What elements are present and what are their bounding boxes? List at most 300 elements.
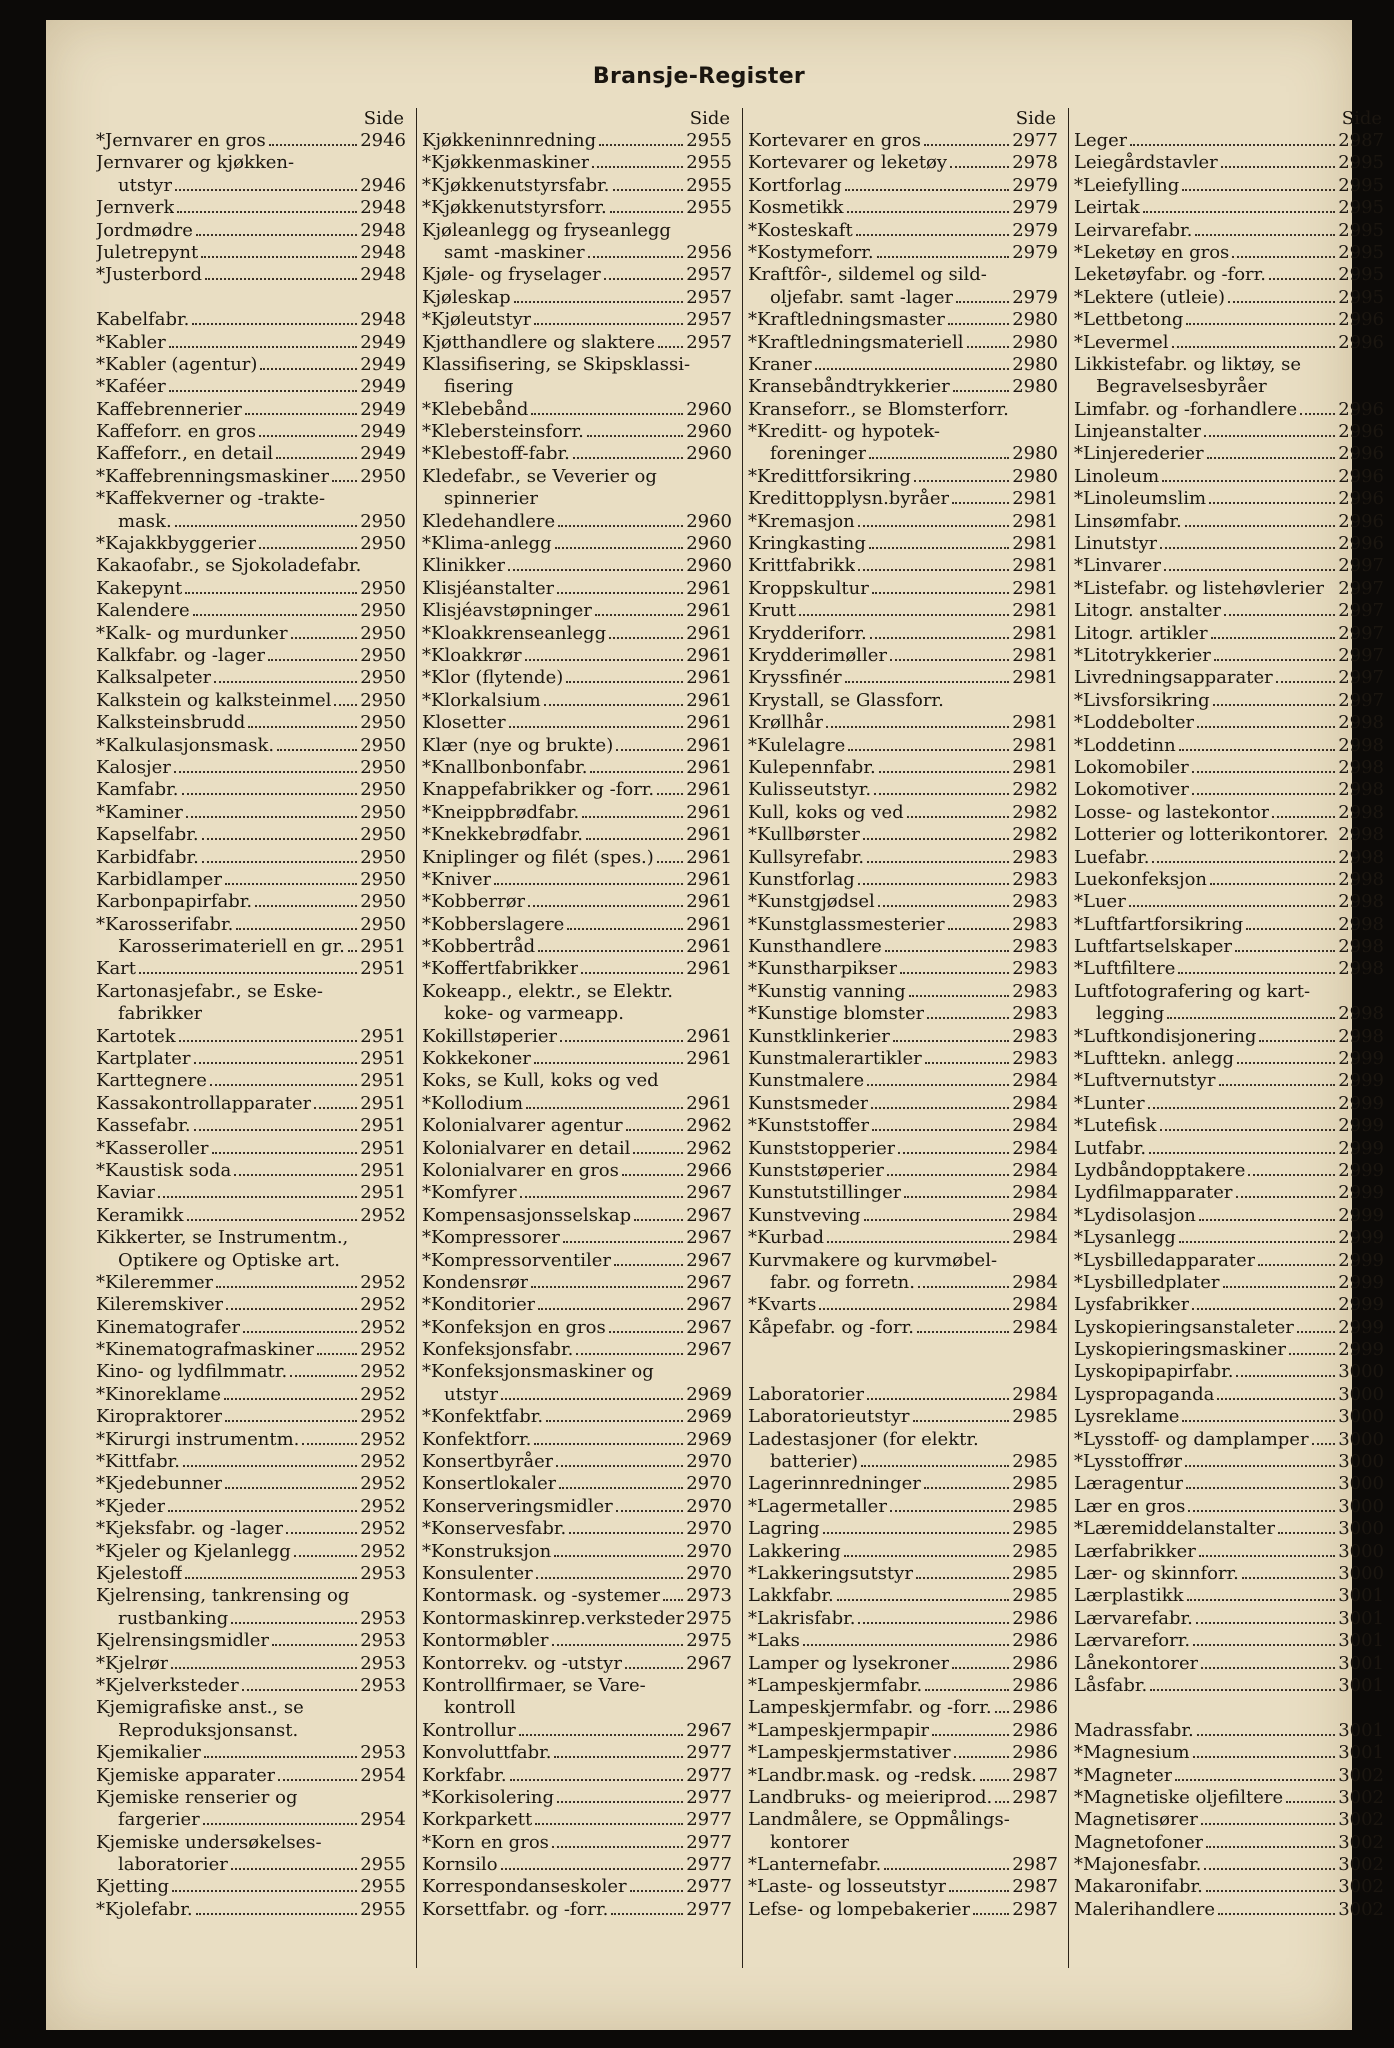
- entry-page-number: 2999: [1338, 1294, 1384, 1316]
- dot-leader: [870, 637, 1009, 639]
- entry-label: Krutt: [748, 600, 797, 622]
- entry-page-number: 2957: [686, 309, 732, 331]
- register-entry: [422, 1697, 732, 1719]
- dot-leader: [1192, 771, 1335, 773]
- register-column-3: [748, 108, 1058, 1921]
- register-entry: [748, 1070, 1058, 1092]
- entry-page-number: 2953: [360, 1674, 406, 1696]
- register-entry: [748, 1227, 1058, 1249]
- entry-label: *Kjeler og Kjelanlegg: [96, 1540, 291, 1562]
- entry-label: Leirvarefabr.: [1074, 219, 1193, 241]
- register-entry: [748, 1429, 1058, 1451]
- entry-page-number: 2970: [686, 1563, 732, 1584]
- dot-leader: [169, 346, 357, 348]
- entry-page-number: 2949: [360, 376, 406, 398]
- dot-leader: [554, 1555, 683, 1557]
- entry-page-number: 2977: [1012, 130, 1058, 151]
- register-entry: [1074, 1339, 1384, 1361]
- register-entry: [422, 1250, 732, 1272]
- register-entry: [748, 1765, 1058, 1787]
- dot-leader: [204, 1756, 357, 1758]
- entry-page-number: 2961: [686, 913, 732, 935]
- entry-label: *Leiefylling: [1074, 174, 1180, 196]
- entry-label: *Kaminer: [96, 801, 183, 823]
- entry-label: *Luftvernutstyr: [1074, 1070, 1216, 1092]
- entry-label: Lyspropaganda: [1074, 1383, 1215, 1405]
- entry-label: Lyskopipapirfabr.: [1074, 1361, 1234, 1383]
- register-entry: [422, 242, 732, 264]
- entry-page-number: 2998: [1338, 958, 1384, 980]
- entry-label: *Luer: [1074, 891, 1126, 913]
- register-entry: [748, 1250, 1058, 1272]
- entry-page-number: 2987: [1012, 1876, 1058, 1898]
- register-entry: [1074, 1697, 1384, 1719]
- register-entry: [96, 1048, 406, 1070]
- dot-leader: [879, 771, 1010, 773]
- entry-label: Lær en gros: [1074, 1495, 1186, 1517]
- entry-label: Kaffeforr. en gros: [96, 421, 256, 443]
- dot-leader: [913, 1420, 1010, 1422]
- register-entry: [96, 354, 406, 376]
- register-entry: [422, 645, 732, 667]
- dot-leader: [187, 1219, 358, 1221]
- register-entry: [96, 1697, 406, 1719]
- entry-page-number: 2980: [1012, 309, 1058, 331]
- register-entry: [422, 1720, 732, 1742]
- entry-page-number: 2961: [686, 712, 732, 734]
- register-entry: [422, 1899, 732, 1921]
- dot-leader: [1185, 525, 1335, 527]
- entry-label: Knappefabrikker og -forr.: [422, 779, 655, 801]
- entry-page-number: 2961: [686, 868, 732, 890]
- entry-label: *Lagermetaller: [748, 1495, 887, 1517]
- register-entry: [96, 712, 406, 734]
- entry-page-number: 2950: [360, 644, 406, 666]
- register-entry: [422, 981, 732, 1003]
- dot-leader: [248, 726, 357, 728]
- dot-leader: [552, 1644, 684, 1646]
- entry-label: Lutfabr.: [1074, 1137, 1147, 1159]
- dot-leader: [872, 592, 1009, 594]
- dot-leader: [1201, 1823, 1335, 1825]
- entry-label: Kledehandlere: [422, 510, 556, 532]
- entry-page-number: 2951: [360, 1137, 406, 1159]
- register-entry: [422, 332, 732, 354]
- entry-label: *Lakrisfabr.: [748, 1607, 856, 1629]
- entry-label: Kunstveving: [748, 1204, 861, 1226]
- entry-page-number: 2954: [360, 1764, 406, 1786]
- dot-leader: [1224, 614, 1335, 616]
- register-entry: [96, 1205, 406, 1227]
- entry-label: *Lampeskjermfabr.: [748, 1674, 923, 1696]
- register-entry: [96, 1876, 406, 1898]
- dot-leader: [1223, 1286, 1336, 1288]
- dot-leader: [186, 816, 357, 818]
- register-entry: [748, 1048, 1058, 1070]
- register-entry: [422, 1339, 732, 1361]
- register-entry: [422, 1317, 732, 1339]
- entry-label: *Kunstharpikser: [748, 958, 898, 980]
- entry-page-number: 2983: [1012, 936, 1058, 958]
- register-entry: [96, 1227, 406, 1249]
- register-entry: [1074, 824, 1384, 846]
- entry-label: Landbruks- og meieriprod.: [748, 1786, 993, 1808]
- register-entry: [422, 1765, 732, 1787]
- entry-label: Kredittopplysn.byråer: [748, 488, 950, 510]
- entry-page-number: 2950: [360, 600, 406, 622]
- entry-page-number: 2981: [1012, 667, 1058, 689]
- dot-leader: [900, 972, 1009, 974]
- register-entry: [1074, 242, 1384, 264]
- entry-label: Kontrollfirmaer, se Vare-: [422, 1674, 646, 1696]
- entry-page-number: 2998: [1338, 1003, 1384, 1025]
- entry-page-number: 2966: [686, 1159, 732, 1181]
- register-entry: [422, 1048, 732, 1070]
- register-entry: [748, 1630, 1058, 1652]
- dot-leader: [1276, 681, 1335, 683]
- entry-page-number: 2998: [1338, 734, 1384, 756]
- entry-label: Leketøyfabr. og -forr.: [1074, 264, 1267, 286]
- register-entry: [422, 197, 732, 219]
- entry-page-number: 3001: [1338, 1585, 1384, 1607]
- entry-label: Kart: [96, 958, 137, 980]
- register-entry: [1074, 488, 1384, 510]
- entry-label: *Komfyrer: [422, 1182, 517, 1204]
- dot-leader: [192, 323, 357, 325]
- dot-leader: [613, 189, 684, 191]
- dot-leader: [158, 1196, 357, 1198]
- entry-page-number: 2997: [1338, 667, 1384, 689]
- entry-label: Lydbåndopptakere: [1074, 1159, 1246, 1181]
- dot-leader: [225, 1487, 357, 1489]
- dot-leader: [1182, 189, 1335, 191]
- dot-leader: [887, 1174, 1009, 1176]
- register-entry: [1074, 1854, 1384, 1876]
- register-entry: [748, 869, 1058, 891]
- entry-label: Kransebåndtrykkerier: [748, 376, 950, 398]
- entry-label: spinnerier: [444, 488, 538, 510]
- register-entry: [748, 847, 1058, 869]
- entry-label: *Magnetiske oljefiltere: [1074, 1786, 1284, 1808]
- entry-label: Kalosjer: [96, 756, 171, 778]
- dot-leader: [625, 1667, 683, 1669]
- register-entry: [96, 1563, 406, 1585]
- entry-page-number: 2995: [1338, 264, 1384, 286]
- entry-label: Kapselfabr.: [96, 824, 199, 846]
- dot-leader: [1160, 1129, 1336, 1131]
- entry-label: Makaronifabr.: [1074, 1876, 1203, 1898]
- register-entry: [96, 936, 406, 958]
- register-entry: [96, 1899, 406, 1921]
- entry-label: Landmålere, se Oppmålings-: [748, 1809, 1010, 1831]
- register-entry: [422, 690, 732, 712]
- dot-leader: [595, 614, 683, 616]
- dot-leader: [1258, 1264, 1335, 1266]
- register-entry: [422, 1630, 732, 1652]
- dot-leader: [904, 1196, 1009, 1198]
- entry-label: *Kjøkkenutstyrsfabr.: [422, 174, 610, 196]
- register-entry: [96, 1451, 406, 1473]
- dot-leader: [531, 1286, 683, 1288]
- dot-leader: [877, 256, 1010, 258]
- entry-page-number: 2977: [686, 1742, 732, 1764]
- entry-page-number: 2996: [1338, 331, 1384, 353]
- register-entry: [422, 1742, 732, 1764]
- entry-label: *Kollodium: [422, 1092, 524, 1114]
- dot-leader: [587, 435, 683, 437]
- dot-leader: [519, 1734, 683, 1736]
- entry-label: Linsømfabr.: [1074, 510, 1182, 532]
- dot-leader: [535, 1823, 683, 1825]
- register-entry: [748, 421, 1058, 443]
- entry-label: Leiegårdstavler: [1074, 152, 1218, 174]
- entry-page-number: 2967: [686, 1271, 732, 1293]
- register-entry: [422, 1205, 732, 1227]
- entry-page-number: 2985: [1012, 1473, 1058, 1495]
- register-entry: [748, 600, 1058, 622]
- entry-label: Kjøkkeninnredning: [422, 130, 597, 151]
- register-entry: [748, 1384, 1058, 1406]
- register-entry: [1074, 1429, 1384, 1451]
- entry-page-number: 2961: [686, 891, 732, 913]
- entry-page-number: 2961: [686, 622, 732, 644]
- register-entry: [748, 1899, 1058, 1921]
- register-entry: [96, 1384, 406, 1406]
- entry-page-number: 2984: [1012, 1294, 1058, 1316]
- entry-label: Konsertlokaler: [422, 1473, 557, 1495]
- register-entry: [96, 981, 406, 1003]
- register-entry: [422, 1138, 732, 1160]
- register-entry: [422, 757, 732, 779]
- dot-leader: [925, 1689, 1009, 1691]
- register-entry: [748, 1406, 1058, 1428]
- dot-leader: [1188, 1510, 1335, 1512]
- dot-leader: [214, 681, 357, 683]
- entry-page-number: 2961: [686, 958, 732, 980]
- dot-leader: [952, 502, 1009, 504]
- entry-page-number: 2951: [360, 1070, 406, 1092]
- entry-page-number: 2995: [1338, 241, 1384, 263]
- entry-label: *Kjøkkenmaskiner: [422, 152, 590, 174]
- register-entry: [96, 1026, 406, 1048]
- dot-leader: [573, 457, 683, 459]
- register-entry: [748, 399, 1058, 421]
- entry-page-number: 2961: [686, 1048, 732, 1070]
- register-entry: [422, 1675, 732, 1697]
- entry-page-number: 2987: [1012, 1854, 1058, 1876]
- register-entry: [422, 1496, 732, 1518]
- dot-leader: [917, 1331, 1009, 1333]
- register-entry: [1074, 1832, 1384, 1854]
- entry-page-number: 2948: [360, 219, 406, 241]
- register-entry: [96, 1473, 406, 1495]
- entry-page-number: 2985: [1012, 1518, 1058, 1540]
- dot-leader: [657, 793, 683, 795]
- register-entry: [422, 1451, 732, 1473]
- entry-page-number: 2985: [1012, 1585, 1058, 1607]
- dot-leader: [509, 726, 684, 728]
- register-entry: [96, 488, 406, 510]
- register-entry: [422, 376, 732, 398]
- dot-leader: [1148, 1107, 1336, 1109]
- entry-page-number: 2969: [686, 1383, 732, 1405]
- register-entry: [422, 1832, 732, 1854]
- entry-label: Kontormøbler: [422, 1630, 549, 1652]
- entry-label: Lærvareforr.: [1074, 1630, 1191, 1652]
- entry-page-number: 3000: [1338, 1518, 1384, 1540]
- dot-leader: [1152, 861, 1335, 863]
- register-entry: [1074, 1518, 1384, 1540]
- entry-label: Kaffebrennerier: [96, 398, 242, 420]
- entry-label: *Luftkondisjonering: [1074, 1025, 1257, 1047]
- dot-leader: [658, 346, 683, 348]
- dot-leader: [803, 1644, 1009, 1646]
- dot-leader: [1187, 1599, 1336, 1601]
- entry-page-number: 2983: [1012, 980, 1058, 1002]
- dot-leader: [918, 1286, 1009, 1288]
- entry-page-number: 2984: [1012, 1204, 1058, 1226]
- dot-leader: [1297, 1331, 1335, 1333]
- entry-page-number: 2952: [360, 1473, 406, 1495]
- entry-label: Kalksteinsbrudd: [96, 712, 246, 734]
- entry-label: *Lanternefabr.: [748, 1854, 882, 1876]
- dot-leader: [872, 1129, 1009, 1131]
- dot-leader: [1214, 659, 1335, 661]
- dot-leader: [622, 1174, 683, 1176]
- entry-label: *Klebestoff-fabr.: [422, 443, 570, 465]
- dot-leader: [1167, 1017, 1335, 1019]
- entry-label: *Konfektfabr.: [422, 1406, 544, 1428]
- register-entry: [96, 555, 406, 577]
- register-entry: [96, 802, 406, 824]
- dot-leader: [799, 614, 1009, 616]
- entry-page-number: 2952: [360, 1518, 406, 1540]
- entry-label: Kalendere: [96, 600, 190, 622]
- entry-label: *Kobbertråd: [422, 936, 536, 958]
- entry-label: Kikkerter, se Instrumentm.,: [96, 1227, 349, 1249]
- entry-page-number: 3001: [1338, 1630, 1384, 1652]
- entry-page-number: 2961: [686, 1025, 732, 1047]
- register-entry: [1074, 1182, 1384, 1204]
- entry-page-number: 2957: [686, 264, 732, 286]
- register-entry: [1074, 376, 1384, 398]
- entry-label: Kunstmalerartikler: [748, 1048, 922, 1070]
- dot-leader: [534, 1062, 683, 1064]
- entry-page-number: 2967: [686, 1294, 732, 1316]
- dot-leader: [1236, 1375, 1335, 1377]
- register-entry: [96, 600, 406, 622]
- register-entry: [748, 466, 1058, 488]
- entry-label: Laboratorieutstyr: [748, 1406, 910, 1428]
- entry-label: Kunststopperier: [748, 1137, 896, 1159]
- entry-page-number: 2996: [1338, 465, 1384, 487]
- register-entry: [1074, 869, 1384, 891]
- dot-leader: [1172, 346, 1336, 348]
- entry-page-number: 2983: [1012, 846, 1058, 868]
- register-entry: [422, 1294, 732, 1316]
- entry-label: *Lektere (utleie): [1074, 286, 1226, 308]
- entry-label: Kullsyrefabr.: [748, 846, 865, 868]
- entry-label: *Kostymeforr.: [748, 241, 874, 263]
- entry-label: Kokeapp., elektr., se Elektr.: [422, 980, 673, 1002]
- entry-page-number: 2961: [686, 756, 732, 778]
- entry-label: *Kobberrør: [422, 891, 526, 913]
- dot-leader: [558, 525, 683, 527]
- register-entry: [1074, 1406, 1384, 1428]
- entry-label: *Kloakkrenseanlegg: [422, 622, 607, 644]
- dot-leader: [953, 390, 1009, 392]
- entry-label: *Kunststoffer: [748, 1115, 870, 1137]
- entry-page-number: 2960: [686, 555, 732, 577]
- entry-label: foreninger: [770, 443, 867, 465]
- entry-page-number: 2946: [360, 130, 406, 151]
- dot-leader: [885, 950, 1009, 952]
- dot-leader: [260, 368, 357, 370]
- entry-label: utstyr: [118, 174, 173, 196]
- register-column-4: [1074, 108, 1384, 1921]
- register-entry: [422, 914, 732, 936]
- entry-page-number: 2981: [1012, 533, 1058, 555]
- register-entry: [422, 1473, 732, 1495]
- register-entry: [96, 645, 406, 667]
- entry-label: *Kosteskaft: [748, 219, 853, 241]
- register-entry: [96, 891, 406, 913]
- register-entry: [748, 488, 1058, 510]
- dot-leader: [973, 1913, 1009, 1915]
- dot-leader: [1248, 1174, 1335, 1176]
- register-entry: [1074, 1003, 1384, 1025]
- entry-page-number: 2984: [1012, 1271, 1058, 1293]
- entry-page-number: 3001: [1338, 1652, 1384, 1674]
- entry-label: *Laks: [748, 1630, 800, 1652]
- register-entry: [1074, 130, 1384, 152]
- entry-page-number: 2961: [686, 801, 732, 823]
- entry-label: Kjøtthandlere og slaktere: [422, 331, 656, 353]
- entry-page-number: 2949: [360, 398, 406, 420]
- entry-page-number: 2981: [1012, 577, 1058, 599]
- entry-label: *Loddetinn: [1074, 734, 1176, 756]
- register-entry: [422, 1787, 732, 1809]
- dot-leader: [819, 1308, 1009, 1310]
- register-entry: [422, 1070, 732, 1092]
- entry-page-number: 2969: [686, 1428, 732, 1450]
- register-entry: [96, 421, 406, 443]
- entry-page-number: 3001: [1338, 1607, 1384, 1629]
- entry-label: Kjemiske apparater: [96, 1764, 276, 1786]
- dot-leader: [210, 1084, 357, 1086]
- entry-label: Karosserimateriell en gr.: [118, 936, 345, 958]
- entry-page-number: 2948: [360, 309, 406, 331]
- dot-leader: [604, 278, 683, 280]
- entry-label: Kjemiske undersøkelses-: [96, 1831, 322, 1853]
- entry-page-number: 2998: [1338, 846, 1384, 868]
- register-entry: [1074, 354, 1384, 376]
- entry-page-number: 2950: [360, 779, 406, 801]
- entry-label: *Kjelverksteder: [96, 1674, 239, 1696]
- document-page: [46, 20, 1384, 2030]
- register-entry: [748, 712, 1058, 734]
- register-entry: [1074, 1205, 1384, 1227]
- entry-page-number: 2952: [360, 1451, 406, 1473]
- register-entry: [422, 1272, 732, 1294]
- page-title: Bransje-Register: [592, 64, 806, 89]
- entry-label: Kinematografer: [96, 1316, 241, 1338]
- register-entry: [422, 891, 732, 913]
- dot-leader: [225, 883, 357, 885]
- register-entry: [96, 1138, 406, 1160]
- dot-leader: [1209, 502, 1335, 504]
- entry-page-number: 2997: [1338, 600, 1384, 622]
